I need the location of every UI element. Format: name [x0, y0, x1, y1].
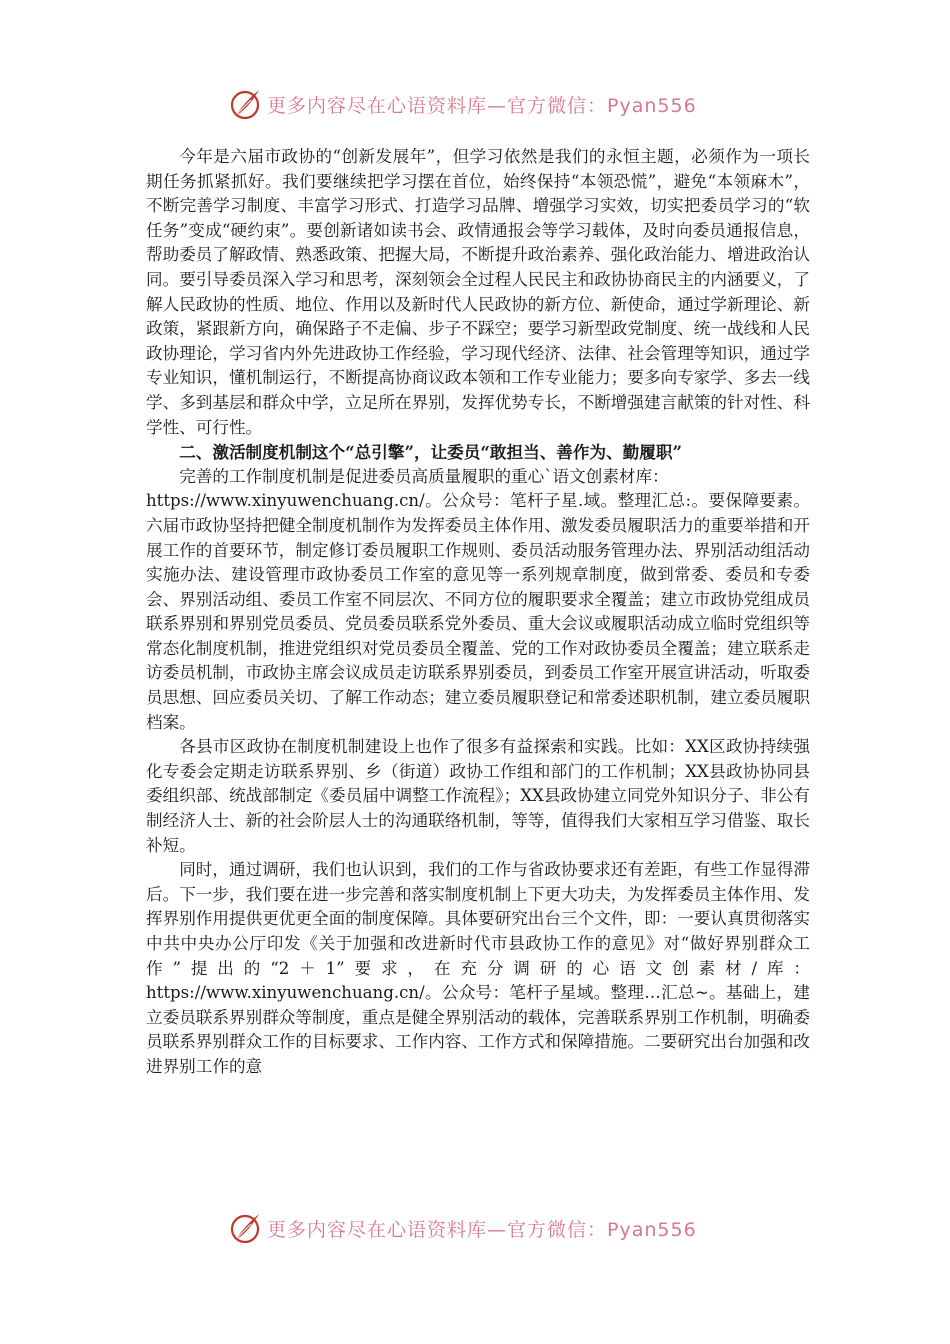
watermark-text — [267, 91, 697, 118]
paragraph: 同时，通过调研，我们也认识到，我们的工作与省政协要求还有差距，有些工作显得滞后。下一步，我们要在进一步完善和落实制度机制上下更大功夫，为发挥委员主体作用、发挥界别作用提供更优更全面的制度保障。具体要研究出台三个文件，即：一要认真贯彻落实中共中央办公厅印发《关于加强和改进新时代市县政协工作的意见》对“做好界别群众工作”提出的“2＋1”要求，在充分调研的心语文创素材/库：https://www.xinyuwenchuang.cn/。公众号：笔杆子星域。整理…汇总~。基础上，建立委员联系界别群众等制度，重点是健全界别活动的载体，完善联系界别工作机制，明确委员联系界别群众工作的目标要求、工作内容、工作方式和保障措施。二要研究出台加强和改进界别工作的意 — [146, 860, 810, 1076]
watermark-text — [267, 1215, 697, 1242]
watermark-title: 更多内容尽在心语资料库 — [267, 94, 488, 117]
feather-circle-icon — [227, 86, 263, 122]
footer-watermark-banner — [0, 1208, 950, 1248]
watermark-contact: 官方微信：Pyan556 — [507, 1218, 697, 1241]
watermark-contact: 官方微信：Pyan556 — [507, 94, 697, 117]
document-body — [146, 145, 810, 1080]
paragraph: https://www.xinyuwenchuang.cn/。公众号：笔杆子星.域。整理汇总:。要保障要素。六届市政协坚持把健全制度机制作为发挥委员主体作用、激发委员履职活力的重要举措和开展工作的首要环节，制定修订委员履职工作规则、委员活动服务管理办法、界别活动组活动实施办法、建设管理市政协委员工作室的意见等一系列规章制度，做到常委、委员和专委会、界别活动组、委员工作室不同层次、不同方位的履职要求全覆盖；建立市政协党组成员联系界别和界别党员委员、党员委员联系党外委员、重大会议或履职活动成立临时党组织等常态化制度机制，推进党组织对党员委员全覆盖、党的工作对政协委员全覆盖；建立联系走访委员机制，市政协主席会议成员走访联系界别委员，到委员工作室开展宣讲活动，听取委员思想、回应委员关切、了解工作动态；建立委员履职登记和常委述职机制，建立委员履职档案。 — [146, 491, 810, 732]
watermark-dash: — — [487, 94, 508, 117]
paragraph: 完善的工作制度机制是促进委员高质量履职的重心`语文创素材库： — [179, 466, 669, 486]
header-watermark-banner — [0, 84, 950, 124]
paragraph: 今年是六届市政协的“创新发展年”，但学习依然是我们的永恒主题，必须作为一项长期任务抓紧抓好。我们要继续把学习摆在首位，始终保持“本领恐慌”，避免“本领麻木”，不断完善学习制度、丰富学习形式、打造学习品牌、增强学习实效，切实把委员学习的“软任务”变成“硬约束”。要创新诸如读书会、政情通报会等学习载体，及时向委员通报信息，帮助委员了解政情、熟悉政策、把握大局，不断提升政治素养、强化政治能力、增进政治认同。要引导委员深入学习和思考，深刻领会全过程人民民主和政协协商民主的内涵要义，了解人民政协的性质、地位、作用以及新时代人民政协的新方位、新使命，通过学新理论、新政策，紧跟新方向，确保路子不走偏、步子不踩空；要学习新型政党制度、统一战线和人民政协理论，学习省内外先进政协工作经验，学习现代经济、法律、社会管理等知识，通过学专业知识，懂机制运行，不断提高协商议政本领和工作专业能力；要多向专家学、多去一线学、多到基层和群众中学，立足所在界别，发挥优势专长，不断增强建言献策的针对性、科学性、可行性。 — [146, 147, 810, 437]
paragraph: 各县市区政协在制度机制建设上也作了很多有益探索和实践。比如：XX区政协持续强化专委会定期走访联系界别、乡（街道）政协工作组和部门的工作机制；XX县政协协同县委组织部、统战部制定《委员届中调整工作流程》；XX县政协建立同党外知识分子、非公有制经济人士、新的社会阶层人士的沟通联络机制，等等，值得我们大家相互学习借鉴、取长补短。 — [146, 737, 810, 855]
watermark-dash: — — [487, 1218, 508, 1241]
section-heading: 二、激活制度机制这个“总引擎”，让委员“敢担当、善作为、勤履职” — [179, 442, 682, 463]
watermark-title: 更多内容尽在心语资料库 — [267, 1218, 488, 1241]
feather-circle-icon — [227, 1210, 263, 1246]
